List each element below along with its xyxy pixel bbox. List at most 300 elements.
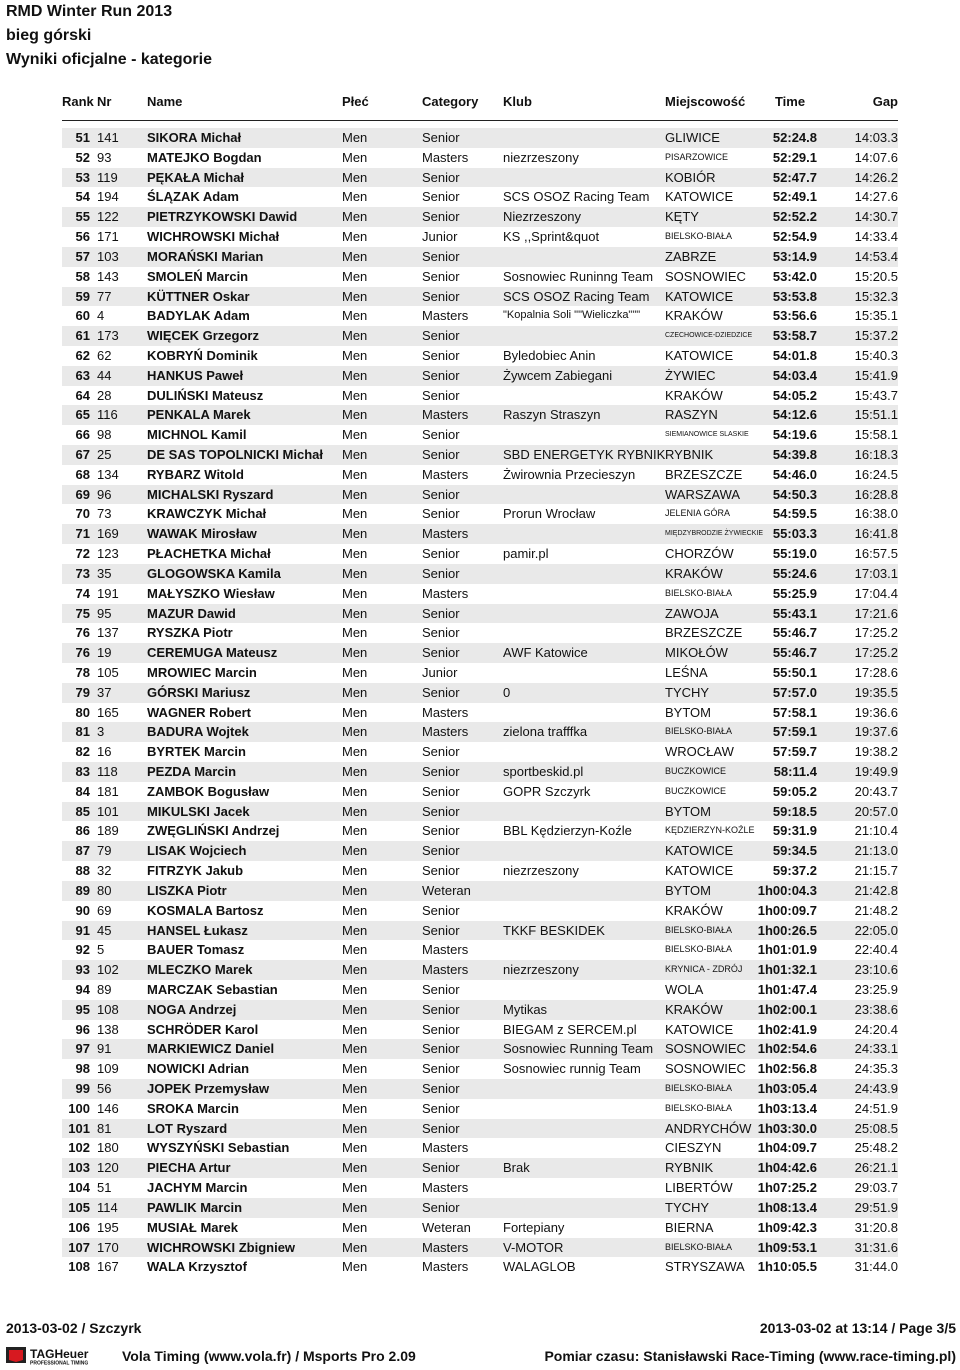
- cell-club: Sosnowiec Runinng Team: [503, 268, 654, 284]
- table-row: [0, 346, 960, 366]
- cell-club: Raszyn Straszyn: [503, 407, 601, 423]
- cell-city: BUCZKOWICE: [665, 785, 727, 796]
- cell-athlete-name: JOPEK Przemysław: [147, 1081, 270, 1096]
- cell-city: KRAKÓW: [665, 565, 723, 581]
- cell-gap: 31:44.0: [854, 1259, 898, 1275]
- cell-athlete-name: GLOGOWSKA Kamila: [147, 565, 281, 581]
- cell-category: Senior: [422, 1160, 460, 1176]
- cell-bib-number: 35: [97, 565, 112, 581]
- cell-gap: 22:40.4: [854, 942, 898, 958]
- cell-bib-number: 170: [97, 1239, 119, 1255]
- cell-category: Senior: [422, 387, 460, 403]
- cell-athlete-name: ZAMBOK Bogusław: [147, 783, 270, 799]
- cell-time: 55:25.9: [772, 585, 817, 601]
- cell-bib-number: 114: [97, 1199, 118, 1215]
- cell-time: 1h00:26.5: [757, 922, 817, 938]
- cell-city: BIELSKO-BIAŁA: [665, 231, 733, 242]
- cell-time: 1h08:13.4: [757, 1199, 817, 1215]
- cell-gap: 17:03.1: [854, 565, 898, 581]
- cell-category: Masters: [422, 962, 469, 978]
- table-row: [0, 782, 960, 802]
- cell-category: Senior: [422, 1199, 460, 1215]
- cell-gap: 19:35.5: [854, 684, 898, 700]
- cell-athlete-name: MAZUR Dawid: [147, 605, 236, 621]
- cell-club: zielona trafffka: [503, 724, 588, 740]
- cell-sex: Men: [342, 1219, 368, 1235]
- cell-club: SCS OSOZ Racing Team: [503, 288, 650, 304]
- cell-athlete-name: WIĘCEK Grzegorz: [147, 328, 259, 344]
- cell-city: KATOWICE: [665, 863, 734, 879]
- cell-sex: Men: [342, 843, 368, 859]
- cell-club: GOPR Szczyrk: [503, 783, 591, 799]
- cell-bib-number: 138: [97, 1021, 119, 1037]
- cell-sex: Men: [342, 863, 368, 879]
- cell-category: Senior: [422, 863, 460, 879]
- cell-athlete-name: BYRTEK Marcin: [147, 744, 246, 760]
- cell-category: Weteran: [422, 882, 471, 898]
- cell-gap: 15:43.7: [854, 387, 898, 403]
- cell-athlete-name: PAWLIK Marcin: [147, 1199, 243, 1215]
- cell-athlete-name: HANKUS Paweł: [147, 367, 244, 383]
- cell-athlete-name: HANSEL Łukasz: [147, 922, 248, 938]
- table-row: [0, 1000, 960, 1020]
- cell-sex: Men: [342, 803, 368, 819]
- cell-bib-number: 32: [97, 863, 112, 879]
- cell-gap: 23:38.6: [854, 1001, 898, 1017]
- cell-sex: Men: [342, 288, 368, 304]
- cell-category: Masters: [422, 1140, 469, 1156]
- cell-category: Masters: [422, 308, 469, 324]
- cell-sex: Men: [342, 645, 368, 661]
- cell-gap: 15:32.3: [854, 288, 898, 304]
- cell-bib-number: 173: [97, 328, 119, 344]
- cell-category: Senior: [422, 605, 460, 621]
- cell-category: Senior: [422, 565, 460, 581]
- table-row: [0, 921, 960, 941]
- cell-sex: Men: [342, 506, 368, 522]
- cell-club: Brak: [503, 1160, 530, 1176]
- table-row: [0, 1218, 960, 1238]
- table-row: [0, 465, 960, 485]
- cell-athlete-name: CEREMUGA Mateusz: [147, 645, 278, 661]
- cell-sex: Men: [342, 882, 368, 898]
- cell-city: LIBERTÓW: [665, 1180, 733, 1196]
- table-row: [0, 742, 960, 762]
- table-row: [0, 722, 960, 742]
- cell-club: Sosnowiec runnig Team: [503, 1061, 641, 1077]
- cell-athlete-name: JACHYM Marcin: [147, 1180, 248, 1196]
- table-row: [0, 940, 960, 960]
- cell-athlete-name: KOSMALA Bartosz: [147, 902, 264, 918]
- cell-category: Senior: [422, 367, 460, 383]
- cell-sex: Men: [342, 308, 368, 324]
- cell-city: KATOWICE: [665, 1021, 734, 1037]
- footer-software: Vola Timing (www.vola.fr) / Msports Pro 2.09: [122, 1348, 416, 1364]
- cell-time: 54:01.8: [772, 347, 817, 363]
- table-row: [0, 980, 960, 1000]
- cell-rank: 86: [75, 823, 90, 839]
- cell-category: Senior: [422, 625, 460, 641]
- cell-rank: 99: [75, 1081, 90, 1096]
- cell-bib-number: 77: [97, 288, 112, 304]
- table-row: [0, 1198, 960, 1218]
- table-row: [0, 604, 960, 624]
- cell-sex: Men: [342, 1061, 368, 1077]
- cell-category: Masters: [422, 407, 469, 423]
- cell-rank: 57: [75, 248, 90, 264]
- cell-athlete-name: MORAŃSKI Marian: [147, 248, 264, 264]
- cell-rank: 64: [75, 387, 90, 403]
- cell-bib-number: 191: [97, 585, 119, 601]
- cell-gap: 16:41.8: [854, 526, 898, 542]
- cell-city: KĘDZIERZYN-KOŹLE: [665, 825, 755, 836]
- cell-bib-number: 73: [97, 506, 112, 522]
- cell-bib-number: 80: [97, 882, 112, 898]
- cell-bib-number: 116: [97, 407, 118, 423]
- cell-gap: 24:33.1: [854, 1041, 898, 1057]
- cell-sex: Men: [342, 1259, 368, 1275]
- header-rule: [62, 120, 898, 121]
- cell-city: LEŚNA: [665, 664, 708, 680]
- cell-athlete-name: MLECZKO Marek: [147, 962, 253, 978]
- cell-bib-number: 3: [97, 724, 105, 740]
- cell-rank: 95: [75, 1001, 90, 1017]
- cell-time: 55:24.6: [772, 565, 817, 581]
- table-row: [0, 703, 960, 723]
- cell-rank: 100: [68, 1100, 90, 1116]
- table-row: [0, 1158, 960, 1178]
- cell-gap: 16:28.8: [854, 486, 898, 502]
- cell-gap: 14:07.6: [854, 149, 898, 165]
- cell-time: 55:03.3: [772, 526, 817, 542]
- cell-category: Senior: [422, 783, 460, 799]
- cell-time: 52:29.1: [772, 149, 817, 165]
- table-row: [0, 960, 960, 980]
- cell-bib-number: 62: [97, 347, 112, 363]
- cell-bib-number: 195: [97, 1219, 119, 1235]
- cell-time: 57:57.0: [772, 684, 817, 700]
- cell-sex: Men: [342, 526, 368, 542]
- cell-rank: 74: [75, 585, 90, 601]
- cell-gap: 15:40.3: [854, 347, 898, 363]
- cell-time: 1h10:05.5: [757, 1259, 817, 1275]
- cell-bib-number: 101: [97, 803, 119, 819]
- cell-gap: 29:51.9: [854, 1199, 898, 1215]
- cell-sex: Men: [342, 1140, 368, 1156]
- cell-sex: Men: [342, 664, 368, 680]
- cell-athlete-name: BADYLAK Adam: [147, 308, 250, 324]
- footer-credits: [0, 1348, 960, 1368]
- cell-rank: 96: [75, 1021, 90, 1037]
- cell-athlete-name: NOWICKI Adrian: [147, 1061, 250, 1077]
- col-gap: Gap: [872, 94, 898, 109]
- cell-athlete-name: SMOLEŃ Marcin: [147, 268, 249, 284]
- cell-category: Masters: [422, 704, 469, 720]
- cell-sex: Men: [342, 546, 368, 562]
- table-row: [0, 1138, 960, 1158]
- table-row: [0, 1099, 960, 1119]
- cell-athlete-name: MAŁYSZKO Wiesław: [147, 585, 275, 601]
- col-rank: Rank: [62, 94, 94, 109]
- cell-sex: Men: [342, 1160, 368, 1176]
- cell-sex: Men: [342, 486, 368, 502]
- cell-gap: 21:48.2: [854, 902, 898, 918]
- cell-bib-number: 118: [97, 764, 118, 779]
- cell-bib-number: 45: [97, 922, 112, 938]
- cell-city: KĘTY: [665, 209, 699, 225]
- table-row: [0, 901, 960, 921]
- cell-time: 58:11.4: [773, 764, 817, 779]
- cell-athlete-name: MICHNOL Kamil: [147, 427, 247, 443]
- cell-city: MIĘDZYBRODZIE ŻYWIECKIE: [665, 530, 764, 538]
- cell-club: sportbeskid.pl: [503, 764, 584, 779]
- cell-category: Junior: [422, 229, 458, 245]
- cell-sex: Men: [342, 942, 368, 958]
- cell-rank: 89: [75, 882, 90, 898]
- cell-category: Senior: [422, 130, 460, 145]
- cell-club: AWF Katowice: [503, 645, 588, 661]
- col-club: Klub: [503, 94, 532, 109]
- cell-category: Senior: [422, 189, 460, 205]
- cell-sex: Men: [342, 189, 368, 205]
- cell-category: Senior: [422, 981, 460, 997]
- cell-rank: 93: [75, 962, 90, 978]
- cell-athlete-name: WICHROWSKI Michał: [147, 229, 280, 245]
- cell-rank: 69: [75, 486, 90, 502]
- table-row: [0, 643, 960, 663]
- cell-gap: 19:38.2: [854, 744, 898, 760]
- table-row: [0, 1257, 960, 1277]
- cell-club: Żywcem Zabiegani: [503, 367, 613, 383]
- table-row: [0, 247, 960, 267]
- cell-rank: 101: [68, 1120, 90, 1136]
- cell-rank: 90: [75, 902, 90, 918]
- cell-sex: Men: [342, 1100, 368, 1116]
- cell-bib-number: 169: [97, 526, 119, 542]
- table-row: [0, 544, 960, 564]
- cell-rank: 88: [75, 863, 90, 879]
- cell-athlete-name: MARCZAK Sebastian: [147, 981, 278, 997]
- cell-bib-number: 180: [97, 1140, 119, 1156]
- cell-rank: 97: [75, 1041, 90, 1057]
- table-row: [0, 564, 960, 584]
- cell-city: RASZYN: [665, 407, 718, 423]
- cell-club: WALAGLOB: [503, 1259, 576, 1275]
- cell-rank: 108: [68, 1259, 90, 1275]
- cell-gap: 14:27.6: [854, 189, 898, 205]
- cell-category: Senior: [422, 288, 460, 304]
- cell-gap: 16:18.3: [854, 447, 898, 462]
- cell-city: BRZESZCZE: [665, 466, 743, 482]
- cell-city: BYTOM: [665, 704, 711, 720]
- cell-club: SBD ENERGETYK RYBNIK: [503, 447, 666, 462]
- cell-time: 55:43.1: [772, 605, 817, 621]
- cell-club: Niezrzeszony: [503, 209, 582, 225]
- cell-gap: 15:51.1: [854, 407, 898, 423]
- cell-gap: 14:33.4: [854, 229, 898, 245]
- cell-bib-number: 108: [97, 1001, 119, 1017]
- cell-time: 53:53.8: [772, 288, 817, 304]
- event-title: RMD Winter Run 2013: [6, 3, 173, 20]
- cell-gap: 16:57.5: [854, 546, 898, 562]
- table-row: [0, 841, 960, 861]
- cell-category: Senior: [422, 1120, 460, 1136]
- cell-gap: 15:58.1: [854, 427, 898, 443]
- cell-club: V-MOTOR: [503, 1239, 564, 1255]
- cell-category: Senior: [422, 347, 460, 363]
- cell-athlete-name: LISAK Wojciech: [147, 843, 247, 859]
- cell-bib-number: 119: [97, 169, 118, 185]
- cell-city: WARSZAWA: [665, 486, 741, 502]
- cell-bib-number: 103: [97, 248, 119, 264]
- cell-rank: 103: [68, 1160, 90, 1176]
- cell-category: Senior: [422, 328, 460, 344]
- cell-time: 1h09:53.1: [757, 1239, 817, 1255]
- cell-city: SOSNOWIEC: [665, 1061, 746, 1077]
- cell-category: Masters: [422, 1180, 469, 1196]
- cell-sex: Men: [342, 229, 368, 245]
- cell-gap: 25:48.2: [854, 1140, 898, 1156]
- cell-time: 1h02:00.1: [757, 1001, 817, 1017]
- cell-bib-number: 28: [97, 387, 112, 403]
- cell-city: BRZESZCZE: [665, 625, 743, 641]
- cell-time: 55:46.7: [772, 645, 817, 661]
- cell-city: MIKOŁÓW: [665, 645, 728, 661]
- cell-category: Senior: [422, 268, 460, 284]
- cell-rank: 73: [75, 565, 90, 581]
- cell-category: Senior: [422, 546, 460, 562]
- cell-club: 0: [503, 684, 511, 700]
- cell-athlete-name: MUSIAŁ Marek: [147, 1219, 239, 1235]
- cell-rank: 106: [68, 1219, 90, 1235]
- cell-time: 1h00:09.7: [757, 902, 817, 918]
- cell-bib-number: 109: [97, 1061, 119, 1077]
- cell-city: BYTOM: [665, 803, 711, 819]
- cell-gap: 17:25.2: [854, 625, 898, 641]
- table-row: [0, 1178, 960, 1198]
- cell-athlete-name: RYBARZ Witold: [147, 466, 244, 482]
- cell-city: KRAKÓW: [665, 308, 723, 324]
- cell-category: Masters: [422, 724, 469, 740]
- col-time: Time: [774, 94, 806, 109]
- cell-athlete-name: SCHRÖDER Karol: [147, 1021, 259, 1037]
- cell-athlete-name: MARKIEWICZ Daniel: [147, 1041, 275, 1057]
- cell-category: Senior: [422, 1001, 460, 1017]
- cell-club: Żwirownia Przecieszyn: [503, 466, 636, 482]
- table-row: [0, 1079, 960, 1099]
- cell-rank: 76: [75, 625, 90, 641]
- cell-rank: 68: [75, 466, 90, 482]
- cell-athlete-name: MATEJKO Bogdan: [147, 149, 262, 165]
- cell-city: GLIWICE: [665, 130, 720, 145]
- cell-gap: 24:51.9: [854, 1100, 898, 1116]
- cell-time: 54:59.5: [772, 506, 817, 522]
- cell-bib-number: 165: [97, 704, 119, 720]
- cell-city: KRAKÓW: [665, 902, 723, 918]
- cell-athlete-name: MICHALSKI Ryszard: [147, 486, 274, 502]
- cell-bib-number: 44: [97, 367, 112, 383]
- cell-rank: 107: [68, 1239, 90, 1255]
- cell-city: ZABRZE: [665, 248, 717, 264]
- cell-category: Senior: [422, 764, 460, 779]
- footer-page-info: 2013-03-02 at 13:14 / Page 3/5: [759, 1320, 956, 1336]
- cell-sex: Men: [342, 1021, 368, 1037]
- cell-time: 57:59.7: [772, 744, 817, 760]
- cell-sex: Men: [342, 347, 368, 363]
- table-row: [0, 1119, 960, 1139]
- cell-gap: 15:35.1: [854, 308, 898, 324]
- cell-bib-number: 189: [97, 823, 119, 839]
- cell-athlete-name: SIKORA Michał: [147, 130, 242, 145]
- cell-athlete-name: GÓRSKI Mariusz: [147, 684, 251, 700]
- cell-category: Masters: [422, 149, 469, 165]
- cell-gap: 24:43.9: [854, 1081, 898, 1096]
- cell-athlete-name: LISZKA Piotr: [147, 882, 227, 898]
- cell-sex: Men: [342, 704, 368, 720]
- cell-time: 52:49.1: [772, 189, 817, 205]
- cell-athlete-name: PIETRZYKOWSKI Dawid: [147, 209, 298, 225]
- cell-city: JELENIA GÓRA: [665, 508, 731, 519]
- cell-city: BIELSKO-BIAŁA: [665, 1083, 733, 1093]
- cell-sex: Men: [342, 585, 368, 601]
- cell-category: Senior: [422, 843, 460, 859]
- cell-rank: 87: [75, 843, 90, 859]
- cell-rank: 94: [75, 981, 90, 997]
- cell-gap: 17:25.2: [854, 645, 898, 661]
- table-row: [0, 1238, 960, 1258]
- cell-rank: 75: [75, 605, 90, 621]
- table-row: [0, 425, 960, 445]
- cell-bib-number: 96: [97, 486, 112, 502]
- cell-city: BIERNA: [665, 1219, 714, 1235]
- cell-city: RYBNIK: [665, 447, 714, 462]
- cell-bib-number: 4: [97, 308, 105, 324]
- cell-city: BIELSKO-BIAŁA: [665, 924, 733, 935]
- cell-city: ŻYWIEC: [665, 367, 716, 383]
- cell-club: Sosnowiec Running Team: [503, 1041, 654, 1057]
- cell-athlete-name: WYSZYŃSKI Sebastian: [147, 1140, 290, 1156]
- cell-bib-number: 81: [97, 1120, 112, 1136]
- cell-category: Masters: [422, 942, 469, 958]
- footer-timing-company: Pomiar czasu: Stanisławski Race-Timing (www.race-timing.pl): [544, 1348, 956, 1364]
- results-table: [0, 128, 960, 1277]
- cell-rank: 65: [75, 407, 90, 423]
- cell-sex: Men: [342, 447, 368, 462]
- cell-bib-number: 194: [97, 189, 119, 205]
- footer-info: [0, 1320, 960, 1340]
- cell-sex: Men: [342, 328, 368, 344]
- cell-city: PISARZOWICE: [665, 151, 729, 162]
- cell-bib-number: 102: [97, 962, 119, 978]
- cell-club: BBL Kędzierzyn-Koźle: [503, 823, 632, 839]
- cell-rank: 55: [75, 209, 90, 225]
- table-row: [0, 207, 960, 227]
- table-row: [0, 326, 960, 346]
- cell-club: niezrzeszony: [503, 149, 579, 165]
- cell-time: 55:46.7: [772, 625, 817, 641]
- cell-club: "Kopalnia Soli ""Wieliczka""": [503, 309, 641, 322]
- cell-city: BIELSKO-BIAŁA: [665, 587, 733, 598]
- cell-rank: 80: [75, 704, 90, 720]
- cell-time: 1h04:42.6: [757, 1160, 817, 1176]
- cell-sex: Men: [342, 387, 368, 403]
- cell-athlete-name: BADURA Wojtek: [147, 724, 249, 740]
- cell-sex: Men: [342, 764, 368, 779]
- cell-time: 53:14.9: [772, 248, 817, 264]
- cell-club: SCS OSOZ Racing Team: [503, 189, 650, 205]
- cell-sex: Men: [342, 130, 368, 145]
- cell-bib-number: 134: [97, 466, 119, 482]
